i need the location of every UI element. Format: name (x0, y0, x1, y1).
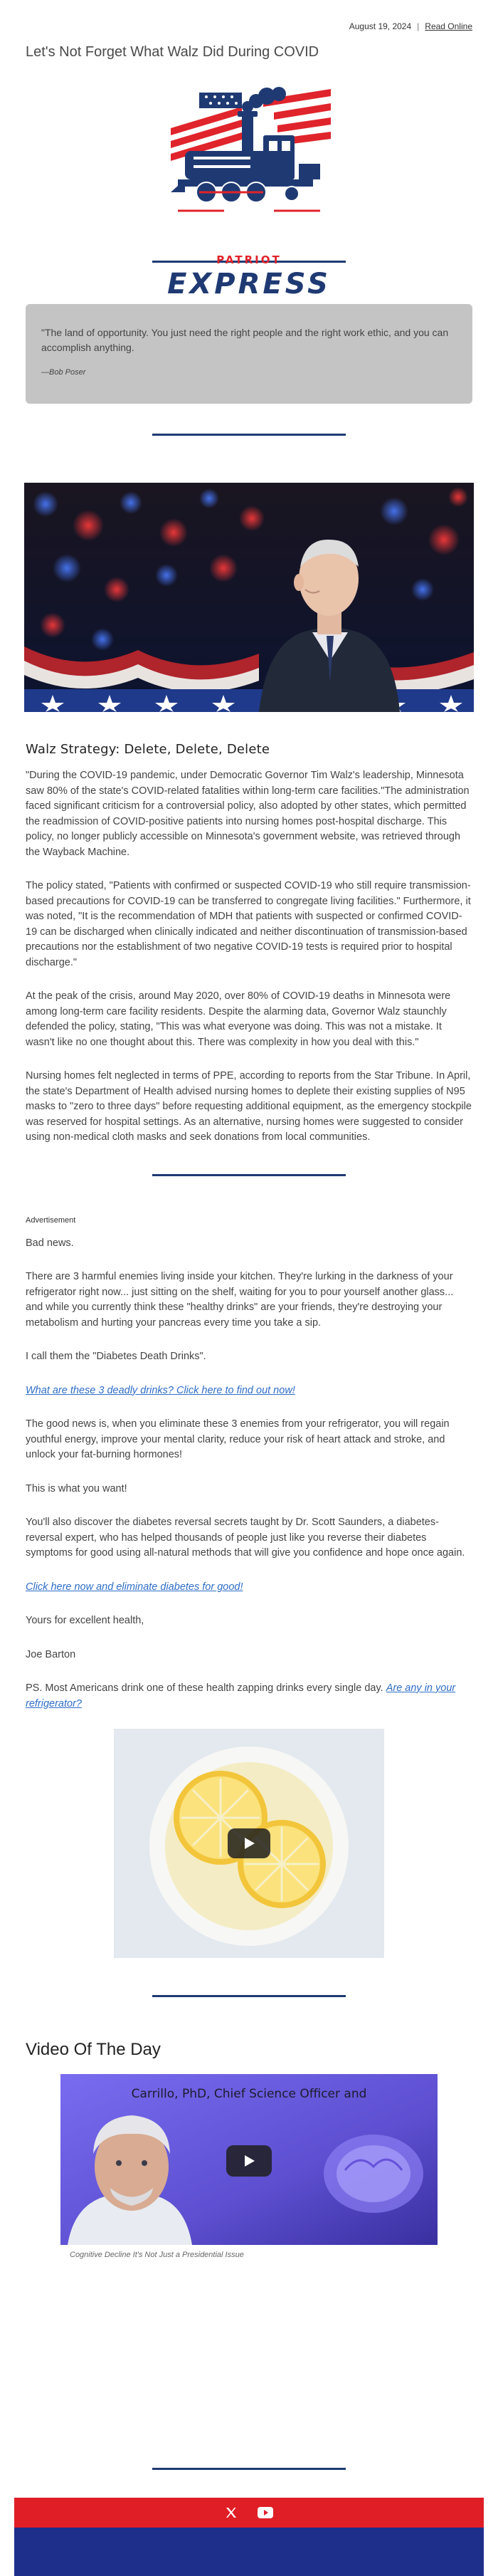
logo-main-word: EXPRESS (167, 268, 331, 300)
ad-paragraph-4: This is what you want! (26, 1482, 127, 1494)
video-section-title: Video Of The Day (26, 2040, 161, 2059)
quote-box (26, 304, 472, 404)
x-social-link[interactable] (225, 2506, 238, 2519)
ad-signoff: Yours for excellent health, (26, 1615, 144, 1626)
youtube-social-link[interactable] (258, 2507, 273, 2518)
play-icon (242, 1836, 256, 1850)
hero-image[interactable] (24, 483, 474, 712)
ad-paragraph-2: I call them the "Diabetes Death Drinks". (26, 1351, 206, 1362)
quote-text: "The land of opportunity. You just need the right people and the right work ethic, and you can accomplish anything. (41, 327, 449, 353)
article-paragraph-3: At the peak of the crisis, around May 2020, over 80% of COVID-19 deaths in Minnesota were among long-term care facility residents. Despite the alarming data, Governor Walz staunchly defended the policy, stating, "This was what everyone was doing. This was not a mistake. It wasn't like no one thought about this. There was complexity in how you deal with this." (26, 990, 451, 1048)
logo-top-word: PATRIOT (216, 253, 282, 266)
x-icon (225, 2506, 238, 2519)
ad-ps (0, 1681, 498, 1712)
ad-bad-news: Bad news. (26, 1237, 74, 1249)
top-bar (0, 0, 498, 31)
separator: | (417, 21, 420, 31)
video-overlay-text: Carrillo, PhD, Chief Science Officer and (131, 2087, 367, 2101)
quote-author: —Bob Poser (41, 368, 86, 377)
article-paragraph-4: Nursing homes felt neglected in terms of PPE, according to reports from the Star Tribune. In April, the state's Department of Health advised nursing homes to deplete their existing supplies of N95 masks to "zero to three days" before requesting additional equipment, as the emergency stockpile was reserved for hospital settings. As an alternative, nursing homes were suggested to consider using non-medical cloth masks and seek donations from local communities. (26, 1070, 472, 1143)
video-play-button[interactable] (226, 2145, 272, 2177)
article-paragraph-1: "During the COVID-19 pandemic, under Democratic Governor Tim Walz's leadership, Minnesota saw 80% of the state's COVID-related fatalities within long-term care facilities."The administration faced significant criticism for a controversial policy, also adopted by other states, which permitted the readmission of COVID-positive patients into nursing homes post-hospital discharge. This policy, no longer publicly accessible on Minnesota's government website, was retrieved through the Wayback Machine. (26, 770, 470, 858)
video-caption: Cognitive Decline It's Not Just a Presidential Issue (70, 2251, 244, 2259)
ad-signature: Joe Barton (26, 1648, 76, 1660)
walz-rally-photo-icon (24, 483, 474, 712)
refrigerator-link[interactable]: Are any in your refrigerator? (26, 1682, 456, 1710)
video-of-the-day-thumbnail[interactable] (60, 2074, 438, 2245)
deadly-drinks-link[interactable]: What are these 3 deadly drinks? Click here to find out now! (26, 1384, 295, 1396)
play-icon (242, 2154, 256, 2168)
ad-ps-text: PS. Most Americans drink one of these health zapping drinks every single day. (26, 1682, 383, 1694)
social-footer (14, 2498, 484, 2528)
play-button[interactable] (228, 1828, 270, 1858)
ad-paragraph-5: You'll also discover the diabetes reversal secrets taught by Dr. Scott Saunders, a diabetes-reversal expert, who has helped thousands of people just like you reverse their diabetes symptoms for good using all-natural methods that will give you confidence and hope once again. (26, 1517, 465, 1559)
ad-paragraph-3: The good news is, when you eliminate these 3 enemies from your refrigerator, you will regain youthful energy, improve your mental clarity, reduce your risk of heart attack and stroke, and unlock your fat-burning hormones! (26, 1418, 450, 1460)
section-divider (152, 434, 346, 436)
ad-paragraph-1: There are 3 harmful enemies living inside your kitchen. They're lurking in the darkness of your refrigerator right now... just sitting on the shelf, waiting for you to pour yourself another glass... and while you currently think these "healthy drinks" are your friends, they're destroying your metabolism and hurting your pancreas every time you take a sip. (26, 1271, 454, 1329)
patriot-express-logo[interactable] (0, 75, 498, 261)
page-title: Let's Not Forget What Walz Did During COVID (26, 44, 319, 60)
advertisement-label: Advertisement (26, 1215, 76, 1225)
train-logo-icon (157, 85, 341, 256)
article-paragraph-2: The policy stated, "Patients with confirmed or suspected COVID-19 who still require transmission-based precautions for COVID-19 can be transferred to congregate living facilities." Furthermore, it was noted, "It is the recommendation of MDH that patients with suspected or confirmed COVID-19 can be discharged when clinically indicated and neither discontinuation of transmission-based precautions nor the establishment of two negative COVID-19 tests is required prior to hospital discharge." (26, 880, 471, 968)
ad-video-thumbnail[interactable] (114, 1729, 384, 1958)
read-online-link[interactable]: Read Online (425, 21, 472, 31)
issue-date: August 19, 2024 (349, 21, 412, 31)
section-divider (152, 2468, 346, 2470)
footer-band (14, 2528, 484, 2576)
section-divider (152, 1174, 346, 1176)
youtube-icon (258, 2507, 273, 2518)
article-title: Walz Strategy: Delete, Delete, Delete (26, 742, 270, 757)
eliminate-diabetes-link[interactable]: Click here now and eliminate diabetes for good! (26, 1581, 243, 1593)
